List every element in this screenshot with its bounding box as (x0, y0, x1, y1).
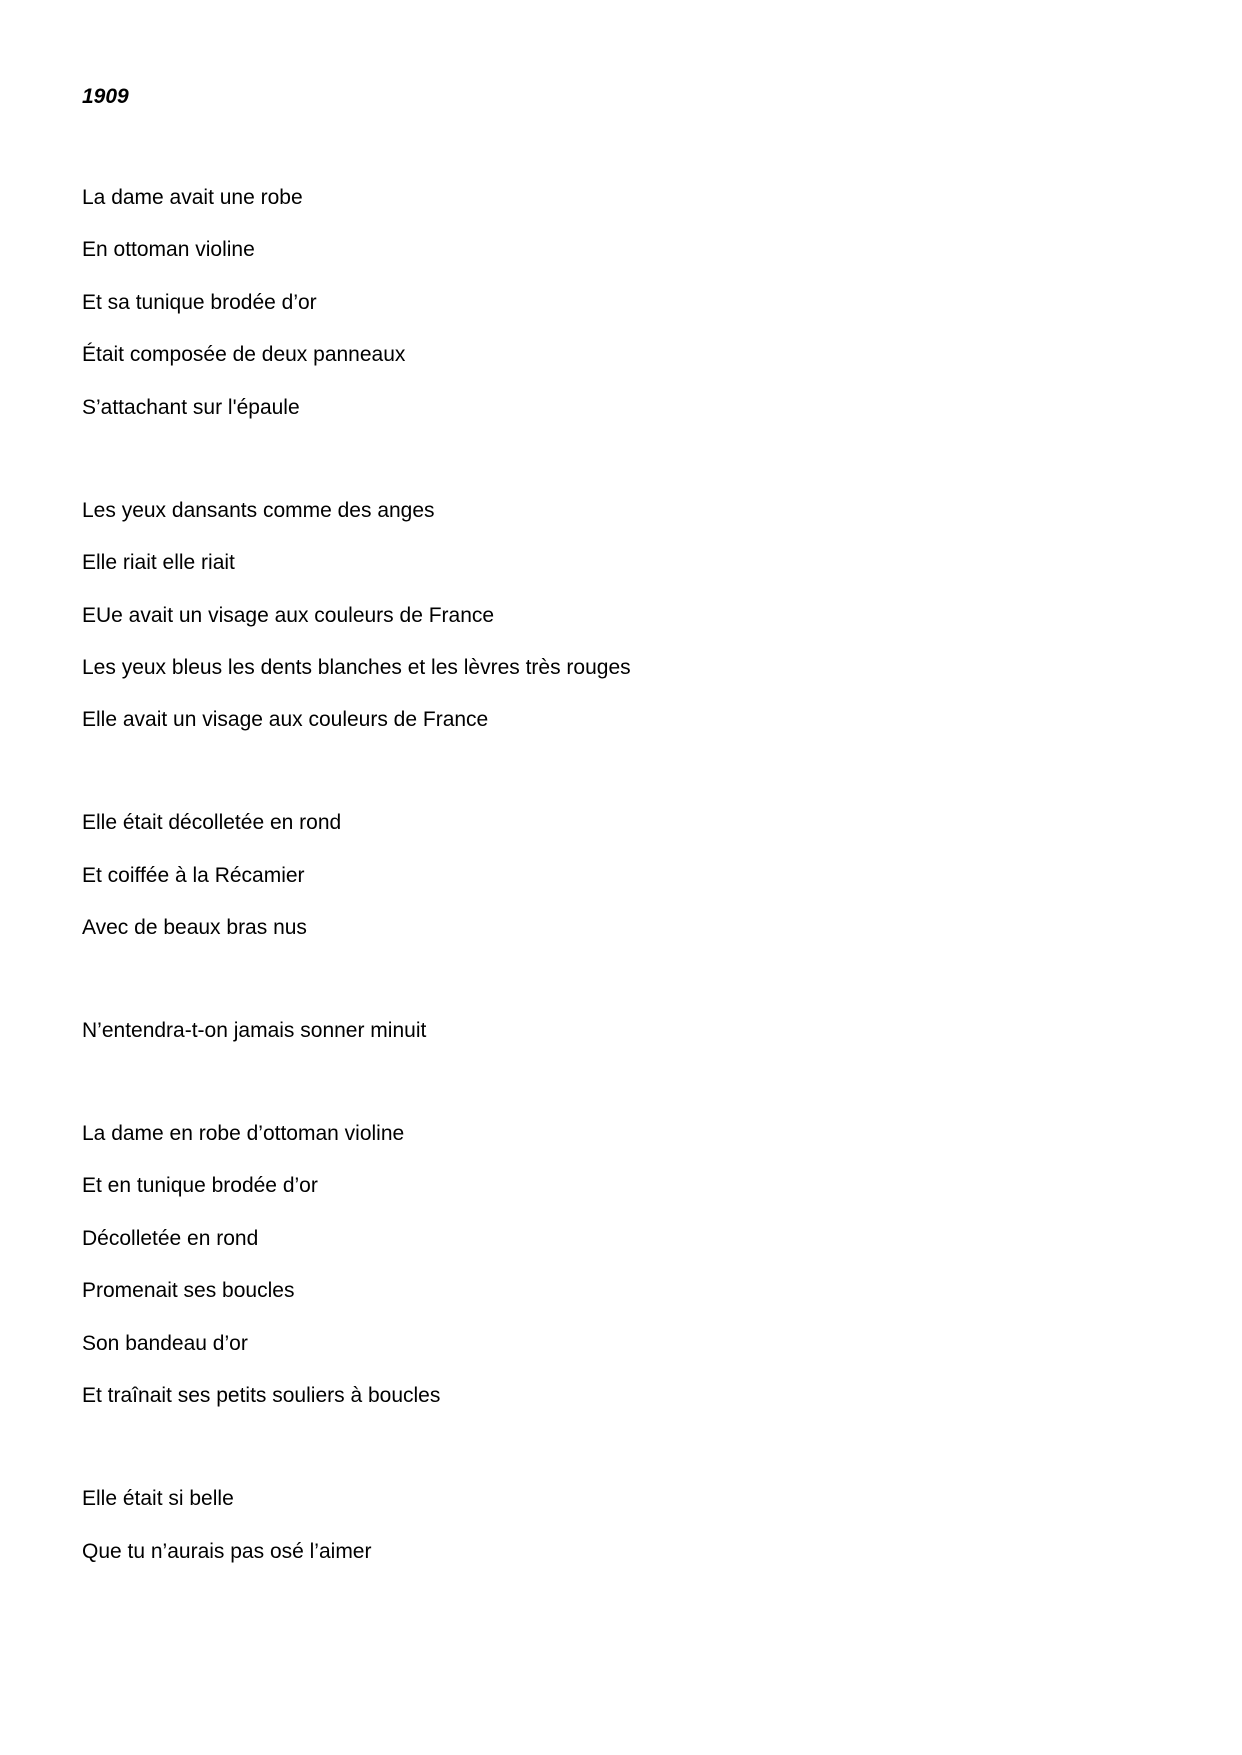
poem-line: Les yeux bleus les dents blanches et les lèvres très rouges (82, 656, 631, 679)
poem-line: Et en tunique brodée d’or (82, 1174, 318, 1197)
poem-line: Elle riait elle riait (82, 551, 235, 574)
poem-line: Avec de beaux bras nus (82, 916, 307, 939)
poem-line: La dame avait une robe (82, 186, 303, 209)
poem-title: 1909 (82, 85, 129, 108)
poem-line: Et coiffée à la Récamier (82, 864, 305, 887)
poem-line: La dame en robe d’ottoman violine (82, 1122, 405, 1145)
poem-line: Décolletée en rond (82, 1227, 259, 1250)
poem-line: Que tu n’aurais pas osé l’aimer (82, 1540, 372, 1563)
poem-line: Son bandeau d’or (82, 1332, 248, 1355)
poem-line: Était composée de deux panneaux (82, 343, 406, 366)
poem-line: Elle avait un visage aux couleurs de France (82, 708, 489, 731)
poem-line: N’entendra-t-on jamais sonner minuit (82, 1019, 427, 1042)
poem-line: Et traînait ses petits souliers à boucles (82, 1384, 441, 1407)
poem-line: S’attachant sur l'épaule (82, 396, 300, 419)
poem-line: Et sa tunique brodée d’or (82, 291, 317, 314)
poem-line: Promenait ses boucles (82, 1279, 295, 1302)
poem-line: EUe avait un visage aux couleurs de France (82, 604, 495, 627)
poem-line: Les yeux dansants comme des anges (82, 499, 435, 522)
poem-line: Elle était si belle (82, 1487, 234, 1510)
poem-line: En ottoman violine (82, 238, 255, 261)
poem-line: Elle était décolletée en rond (82, 811, 342, 834)
